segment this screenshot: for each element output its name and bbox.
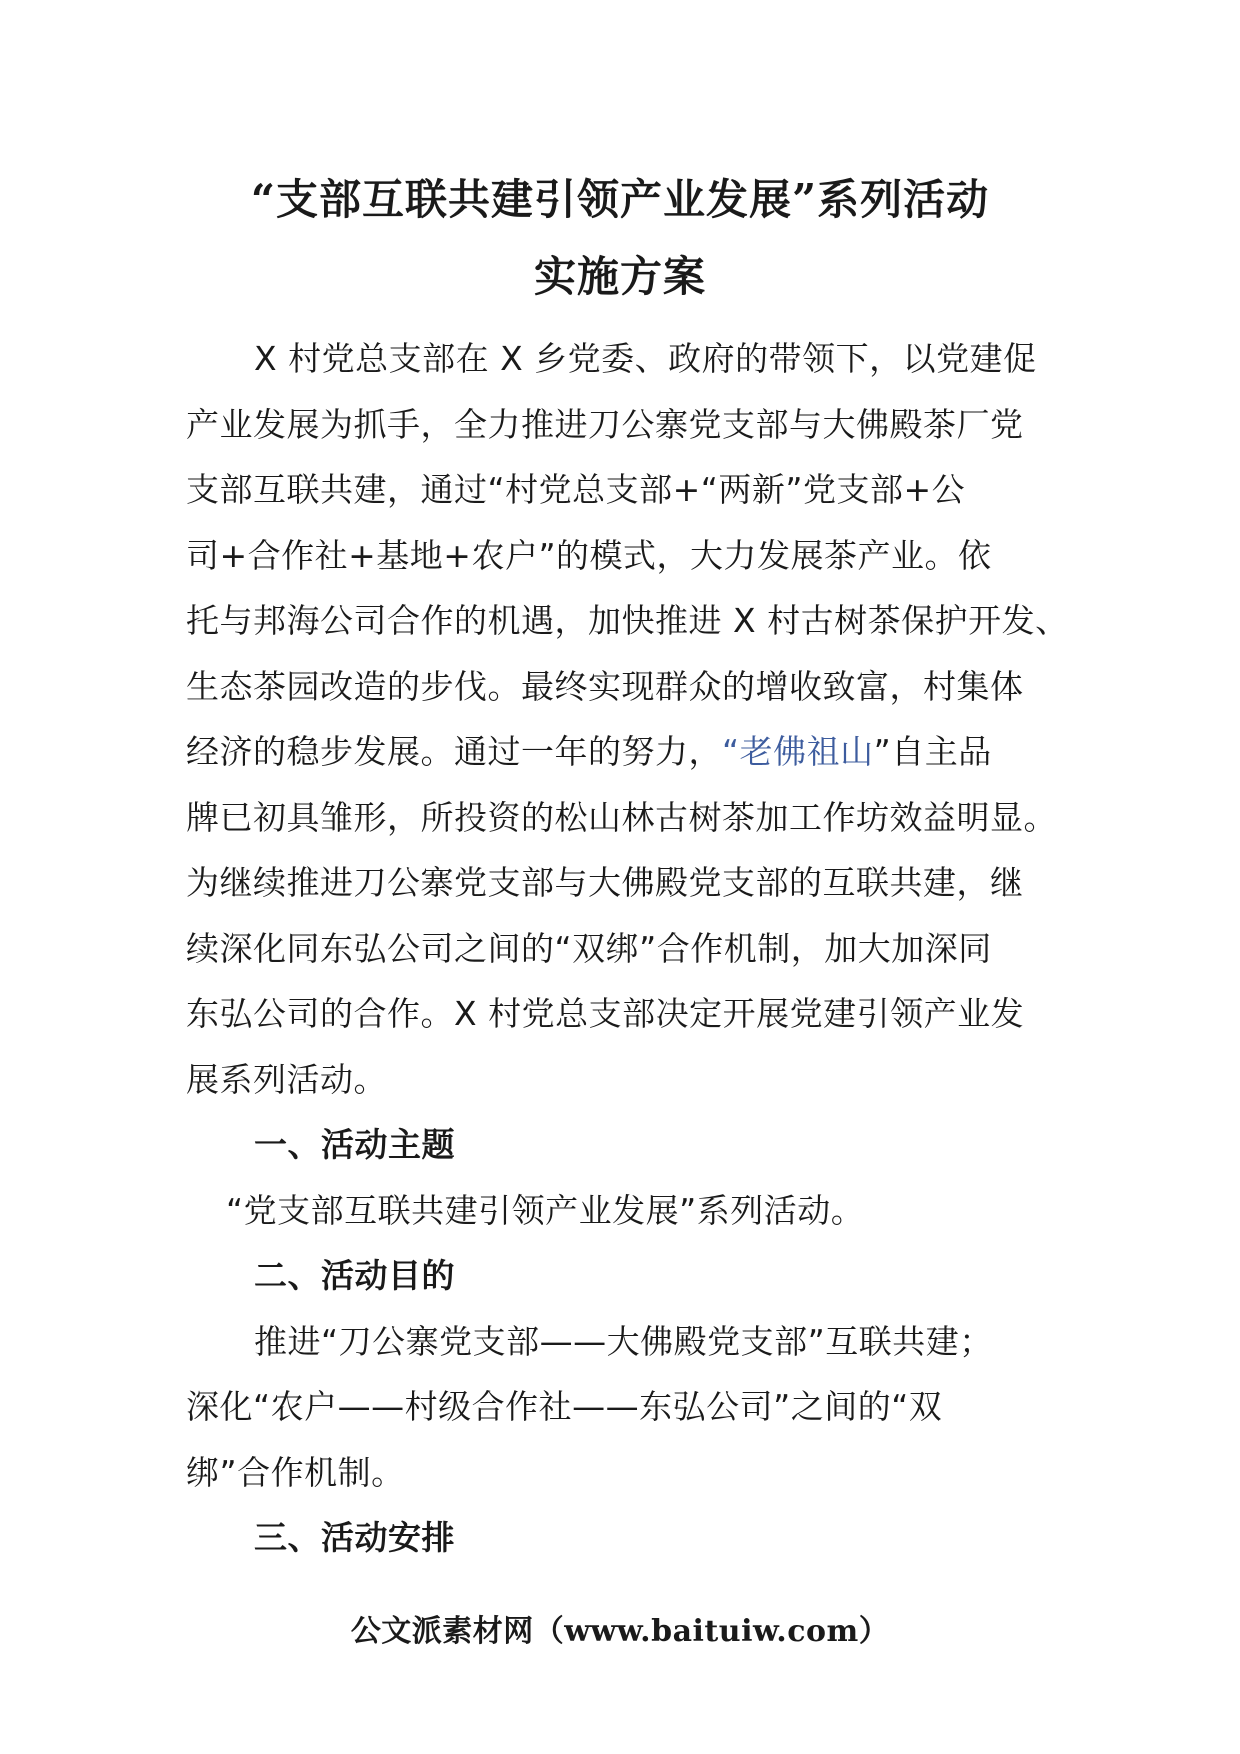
document-title-line-1: “支部互联共建引领产业发展”系列活动 <box>250 175 990 224</box>
intro-line: 牌已初具雏形，所投资的松山林古树茶加工作坊效益明显。 <box>186 797 1057 837</box>
intro-line: 东弘公司的合作。X 村党总支部决定开展党建引领产业发 <box>186 994 1025 1033</box>
intro-line: 为继续推进刀公寨党支部与大佛殿党支部的互联共建，继 <box>186 863 1024 902</box>
section-heading: 二、活动目的 <box>254 1256 455 1295</box>
section-1 <box>186 1112 1066 1243</box>
intro-line: 司+合作社+基地+农户”的模式，大力发展茶产业。依 <box>186 535 992 575</box>
section-2 <box>186 1243 1066 1505</box>
intro-paragraph <box>186 326 1069 1112</box>
brand-link[interactable]: “老佛祖山 <box>722 732 874 771</box>
intro-line: 生态茶园改造的步伐。最终实现群众的增收致富，村集体 <box>186 666 1024 706</box>
section-text: 深化“农户——村级合作社——东弘公司”之间的“双 <box>186 1387 943 1426</box>
section-heading: 三、活动安排 <box>254 1518 455 1557</box>
document-title-line-2: 实施方案 <box>533 252 706 301</box>
footer-watermark: 公文派素材网（www.baituiw.com） <box>350 1614 890 1649</box>
section-3 <box>186 1505 1066 1571</box>
intro-line: 托与邦海公司合作的机遇，加快推进 X 村古树茶保护开发、 <box>186 601 1069 640</box>
section-text: 推进“刀公寨党支部——大佛殿党支部”互联共建； <box>254 1321 993 1361</box>
section-text: “党支部互联共建引领产业发展”系列活动。 <box>226 1190 865 1230</box>
intro-line: X 村党总支部在 X 乡党委、政府的带领下，以党建促 <box>254 339 1037 378</box>
intro-line-text: 经济的稳步发展。通过一年的努力， <box>186 732 722 771</box>
section-text: 绑”合作机制。 <box>186 1452 405 1492</box>
document-body <box>186 326 1069 1571</box>
intro-line: 产业发展为抓手，全力推进刀公寨党支部与大佛殿茶厂党 <box>186 404 1024 444</box>
intro-line: 展系列活动。 <box>186 1059 387 1099</box>
intro-line: 支部互联共建，通过“村党总支部+“两新”党支部+公 <box>186 470 966 509</box>
intro-line: 续深化同东弘公司之间的“双绑”合作机制，加大加深同 <box>186 928 992 968</box>
section-heading: 一、活动主题 <box>254 1125 455 1164</box>
intro-line <box>186 719 1066 785</box>
intro-line-text: ”自主品 <box>873 732 992 771</box>
